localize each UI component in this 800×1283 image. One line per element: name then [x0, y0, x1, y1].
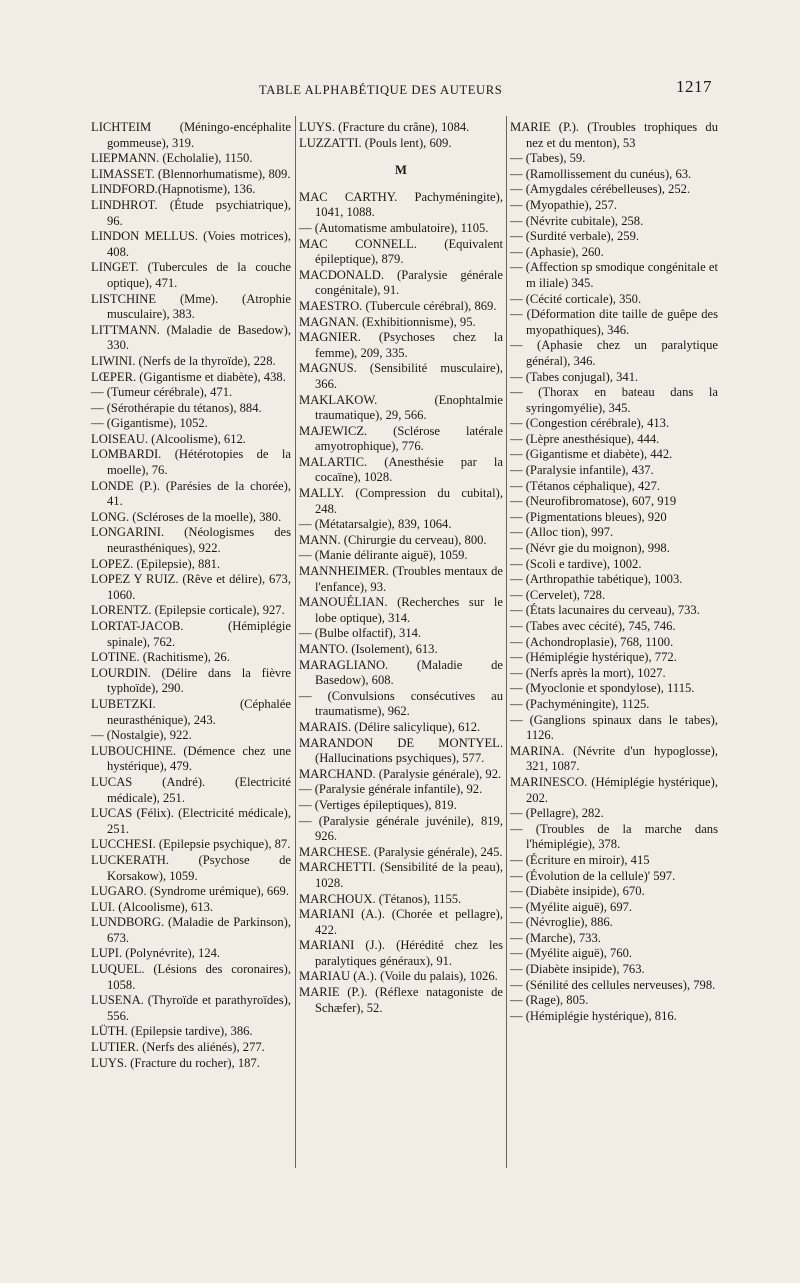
- index-entry: MARIE (P.). (Troubles trophiques du nez et du menton), 53: [510, 120, 718, 150]
- index-entry: — (Hémiplégie hystérique), 772.: [510, 650, 677, 665]
- index-column-2: [299, 120, 503, 1016]
- index-entry: MARCHOUX. (Tétanos), 1155.: [299, 891, 462, 906]
- index-entry: MALARTIC. (Anesthésie par la cocaïne), 1028.: [299, 454, 503, 485]
- index-entry: — (Myélite aiguë), 760.: [510, 946, 633, 961]
- index-entry: MARIE (P.). (Réflexe natagoniste de Schæfer), 52.: [299, 985, 503, 1015]
- index-entry: — (Aphasie), 260.: [510, 244, 604, 259]
- index-entry: LUYS. (Fracture du crâne), 1084.: [299, 120, 470, 134]
- index-entry: — (Affection sp smodique congénitale et m iliale) 345.: [510, 260, 718, 290]
- index-entry: — (Manie délirante aiguë), 1059.: [299, 548, 468, 563]
- index-entry: MANOUÉLIAN. (Recherches sur le lobe optique), 314.: [299, 595, 503, 625]
- index-entry: — (Tabes avec cécité), 745, 746.: [510, 619, 676, 633]
- index-entry: LUCAS (André). (Electricité médicale), 251.: [91, 774, 291, 805]
- index-entry: LISTCHINE (Mme). (Atrophie musculaire), 383.: [91, 291, 291, 322]
- index-entry: — (Achondroplasie), 768, 1100.: [510, 634, 674, 649]
- index-entry: LINDON MELLUS. (Voies motrices), 408.: [91, 229, 291, 259]
- index-entry: LOPEZ Y RUIZ. (Rêve et délire), 673, 1060.: [91, 572, 291, 602]
- index-entry: MACDONALD. (Paralysie générale congénitale), 91.: [299, 267, 503, 298]
- index-entry: MARINA. (Névrite d'un hypoglosse), 321, 1087.: [510, 743, 718, 774]
- index-entry: LITTMANN. (Maladie de Basedow), 330.: [91, 322, 291, 353]
- index-entry: LŒPER. (Gigantisme et diabète), 438.: [91, 369, 286, 384]
- index-entry: LUNDBORG. (Maladie de Parkinson), 673.: [91, 915, 291, 945]
- index-entry: — (Troubles de la marche dans l'hémiplégie), 378.: [510, 821, 718, 852]
- section-letter-heading: M: [395, 163, 407, 178]
- column-divider: [295, 116, 296, 1168]
- index-entry: MARIANI (A.). (Chorée et pellagre), 422.: [299, 907, 503, 937]
- index-entry: MARIAU (A.). (Voile du palais), 1026.: [299, 969, 498, 984]
- index-entry: — (Rage), 805.: [510, 993, 589, 1008]
- index-entry: MAESTRO. (Tubercule cérébral), 869.: [299, 298, 497, 313]
- index-entry: MAC CARTHY. Pachyméningite), 1041, 1088.: [299, 189, 503, 220]
- index-entry: LUQUEL. (Lésions des coronaires), 1058.: [91, 962, 291, 992]
- index-entry: MARANDON DE MONTYEL. (Hallucinations psychiques), 577.: [299, 735, 503, 766]
- index-entry: MANTO. (Isolement), 613.: [299, 642, 438, 656]
- header-title: TABLE ALPHABÉTIQUE DES AUTEURS: [259, 83, 503, 97]
- index-entry: — (Paralysie générale juvénile), 819, 926.: [299, 813, 503, 844]
- index-column-3: [510, 120, 718, 1024]
- index-entry: — (Congestion cérébrale), 413.: [510, 416, 670, 431]
- index-entry: LUI. (Alcoolisme), 613.: [91, 899, 214, 914]
- column-divider: [506, 116, 507, 1168]
- index-entry: — (Lèpre anesthésique), 444.: [510, 431, 660, 446]
- index-entry: LOTINE. (Rachitisme), 26.: [91, 650, 230, 665]
- index-entry: — (Myélite aiguë), 697.: [510, 899, 633, 914]
- index-entry: MAC CONNELL. (Equivalent épileptique), 879.: [299, 236, 503, 267]
- index-entry: MAGNUS. (Sensibilité musculaire), 366.: [299, 361, 503, 391]
- index-entry: — (Tumeur cérébrale), 471.: [91, 385, 233, 400]
- index-entry: LOPEZ. (Epilepsie), 881.: [91, 556, 221, 571]
- index-entry: MAGNIER. (Psychoses chez la femme), 209, 335.: [299, 330, 503, 360]
- index-entry: — (Déformation dite taille de guêpe des myopathiques), 346.: [510, 307, 718, 337]
- page-number: 1217: [676, 77, 712, 96]
- index-entry: LUBOUCHINE. (Démence chez une hystérique), 479.: [91, 743, 291, 774]
- index-entry: MARAGLIANO. (Maladie de Basedow), 608.: [299, 657, 503, 688]
- index-entry: LINDFORD.(Hapnotisme), 136.: [91, 182, 256, 197]
- index-entry: LUTIER. (Nerfs des aliénés), 277.: [91, 1040, 265, 1055]
- index-entry: LONGARINI. (Néologismes des neurasthéniques), 922.: [91, 525, 291, 556]
- index-entry: LÜTH. (Epilepsie tardive), 386.: [91, 1024, 253, 1039]
- index-entry: — (Diabète insipide), 670.: [510, 884, 645, 899]
- index-entry: MANN. (Chirurgie du cerveau), 800.: [299, 532, 487, 547]
- index-entry: — (Écriture en miroir), 415: [510, 852, 650, 867]
- index-entry: MAGNAN. (Exhibitionnisme), 95.: [299, 314, 476, 329]
- index-entry: LORENTZ. (Epilepsie corticale), 927.: [91, 603, 285, 618]
- index-entry: — (Nostalgie), 922.: [91, 728, 192, 743]
- index-entry: MALLY. (Compression du cubital), 248.: [299, 486, 503, 516]
- index-entry: LOISEAU. (Alcoolisme), 612.: [91, 431, 246, 446]
- index-entry: LOURDIN. (Délire dans la fièvre typhoïde), 290.: [91, 665, 291, 696]
- index-entry: MARCHAND. (Paralysie générale), 92.: [299, 766, 502, 781]
- index-entry: — (Cécité corticale), 350.: [510, 291, 642, 306]
- index-column-1: [91, 120, 291, 1071]
- index-entry: LIMASSET. (Blennorhumatisme), 809.: [91, 166, 291, 181]
- index-entry: — (Gigantisme), 1052.: [91, 416, 208, 431]
- index-entry: LUCAS (Félix). (Electricité médicale), 251.: [91, 806, 291, 836]
- index-entry: LUBETZKI. (Céphalée neurasthénique), 243.: [91, 696, 291, 727]
- index-entry: — (Gigantisme et diabète), 442.: [510, 447, 673, 462]
- index-entry: — (Tétanos céphalique), 427.: [510, 478, 661, 493]
- index-entry: LONDE (P.). (Parésies de la chorée), 41.: [91, 478, 291, 509]
- index-entry: — (Thorax en bateau dans la syringomyélie), 345.: [510, 385, 718, 415]
- index-entry: — (Pellagre), 282.: [510, 806, 604, 821]
- index-entry: — (Hémiplégie hystérique), 816.: [510, 1008, 677, 1023]
- index-entry: — (Bulbe olfactif), 314.: [299, 626, 422, 641]
- index-entry: — (Ganglions spinaux dans le tabes), 1126.: [510, 712, 718, 743]
- index-entry: — (Pachyméningite), 1125.: [510, 696, 650, 711]
- index-entry: — (Myoclonie et spondylose), 1115.: [510, 681, 695, 696]
- index-entry: LUZZATTI. (Pouls lent), 609.: [299, 135, 452, 150]
- index-entry: — (États lacunaires du cerveau), 733.: [510, 603, 700, 618]
- index-entry: — (Myopathie), 257.: [510, 197, 618, 212]
- index-entry: LOMBARDI. (Hétérotopies de la moelle), 76.: [91, 447, 291, 478]
- index-entry: LUSENA. (Thyroïde et parathyroïdes), 556.: [91, 993, 291, 1023]
- index-entry: — (Neurofibromatose), 607, 919: [510, 494, 677, 509]
- index-entry: LICHTEIM (Méningo-encéphalite gommeuse), 319.: [91, 120, 291, 150]
- index-entry: — (Pigmentations bleues), 920: [510, 509, 667, 524]
- index-entry: MARAIS. (Délire salicylique), 612.: [299, 719, 481, 734]
- index-entry: — (Cervelet), 728.: [510, 587, 606, 602]
- index-entry: — (Marche), 733.: [510, 930, 601, 945]
- index-entry: — (Automatisme ambulatoire), 1105.: [299, 220, 489, 235]
- index-entry: LUGARO. (Syndrome urémique), 669.: [91, 884, 289, 899]
- index-entry: — (Paralysie infantile), 437.: [510, 463, 654, 478]
- index-entry: MAKLAKOW. (Enophtalmie traumatique), 29, 566.: [299, 392, 503, 423]
- index-entry: — (Tabes conjugal), 341.: [510, 369, 639, 384]
- index-entry: MARCHETTI. (Sensibilité de la peau), 1028.: [299, 860, 503, 890]
- index-entry: LINDHROT. (Étude psychiatrique), 96.: [91, 197, 291, 228]
- index-entry: LUYS. (Fracture du rocher), 187.: [91, 1055, 260, 1070]
- index-entry: LORTAT-JACOB. (Hémiplégie spinale), 762.: [91, 619, 291, 649]
- index-entry: — (Ramollissement du cunéus), 63.: [510, 166, 692, 181]
- index-entry: — (Alloc tion), 997.: [510, 525, 614, 540]
- index-entry: MARIANI (J.). (Hérédité chez les paralytiques généraux), 91.: [299, 938, 503, 968]
- index-entry: MARINESCO. (Hémiplégie hystérique), 202.: [510, 774, 718, 805]
- index-entry: MARCHESE. (Paralysie générale), 245.: [299, 844, 503, 859]
- index-entry: — (Métatarsalgie), 839, 1064.: [299, 517, 452, 532]
- index-entry: — (Vertiges épileptiques), 819.: [299, 797, 457, 812]
- index-entry: — (Arthropathie tabétique), 1003.: [510, 572, 683, 587]
- index-entry: — (Diabète insipide), 763.: [510, 962, 645, 977]
- index-entry: — (Névrite cubitale), 258.: [510, 213, 644, 228]
- index-entry: — (Névr gie du moignon), 998.: [510, 541, 670, 556]
- index-entry: LINGET. (Tubercules de la couche optique), 471.: [91, 260, 291, 290]
- index-entry: — (Sérothérapie du tétanos), 884.: [91, 400, 262, 415]
- index-entry: LIEPMANN. (Echolalie), 1150.: [91, 151, 253, 166]
- index-entry: — (Tabes), 59.: [510, 151, 586, 166]
- index-entry: — (Évolution de la cellule)' 597.: [510, 868, 676, 883]
- index-entry: — (Scoli e tardive), 1002.: [510, 556, 642, 571]
- index-entry: — (Amygdales cérébelleuses), 252.: [510, 182, 691, 197]
- index-entry: — (Surdité verbale), 259.: [510, 229, 640, 244]
- index-entry: — (Sénilité des cellules nerveuses), 798.: [510, 977, 716, 992]
- index-entry: — (Nerfs après la mort), 1027.: [510, 665, 666, 680]
- index-entry: — (Paralysie générale infantile), 92.: [299, 782, 483, 797]
- index-entry: — (Convulsions consécutives au traumatisme), 962.: [299, 688, 503, 719]
- index-entry: LIWINI. (Nerfs de la thyroïde), 228.: [91, 353, 276, 368]
- index-entry: LONG. (Scléroses de la moelle), 380.: [91, 509, 282, 524]
- index-entry: MAJEWICZ. (Sclérose latérale amyotrophique), 776.: [299, 423, 503, 454]
- index-entry: — (Névroglie), 886.: [510, 915, 613, 930]
- index-entry: MANNHEIMER. (Troubles mentaux de l'enfance), 93.: [299, 564, 503, 594]
- index-entry: LUCKERATH. (Psychose de Korsakow), 1059.: [91, 852, 291, 883]
- index-entry: LUPI. (Polynévrite), 124.: [91, 946, 221, 961]
- index-entry: LUCCHESI. (Epilepsie psychique), 87.: [91, 837, 291, 852]
- index-entry: — (Aphasie chez un paralytique général), 346.: [510, 338, 718, 368]
